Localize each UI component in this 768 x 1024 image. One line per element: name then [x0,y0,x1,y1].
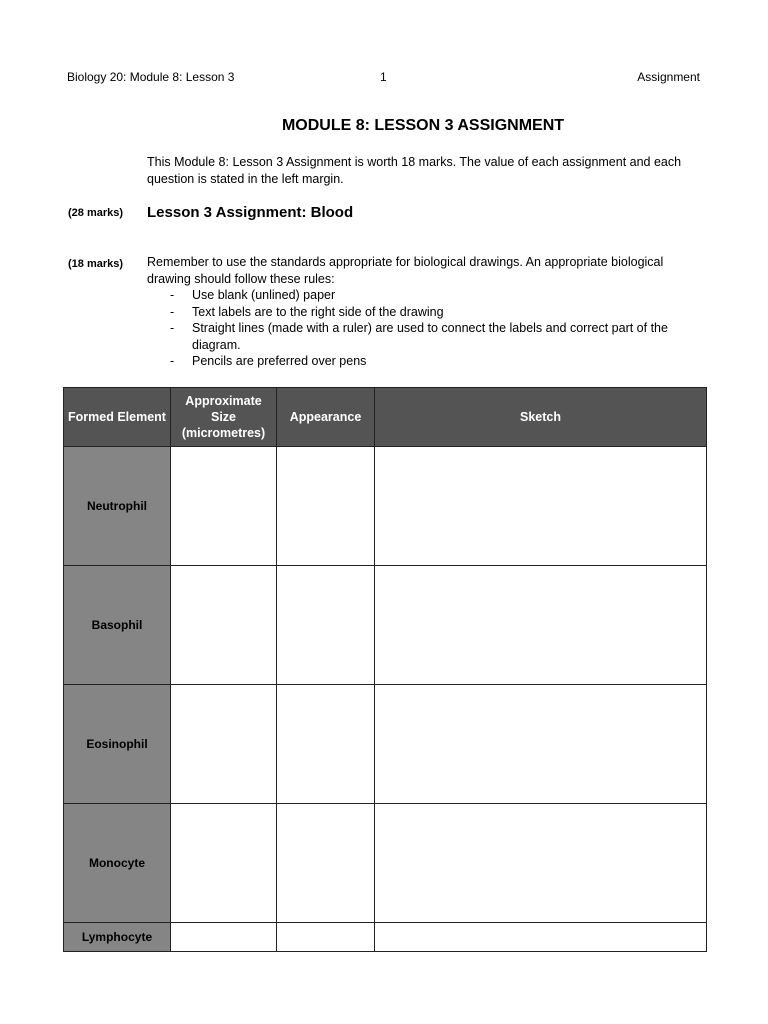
table-header-row [64,388,707,447]
size-cell[interactable] [171,447,277,566]
row-label-basophil: Basophil [64,566,171,685]
appearance-cell[interactable] [277,804,375,923]
question-body [147,254,702,370]
sketch-cell[interactable] [375,804,707,923]
table-row [64,923,707,952]
section-heading: Lesson 3 Assignment: Blood [147,204,354,221]
table-row [64,804,707,923]
intro-paragraph: This Module 8: Lesson 3 Assignment is worth 18 marks. The value of each assignment and each question is stated in the left margin. [147,155,682,186]
question-text: Remember to use the standards appropriate for biological drawings. An appropriate biological drawing should follow these rules: [147,255,664,286]
appearance-cell[interactable] [277,566,375,685]
rules-list [147,287,702,370]
size-cell[interactable] [171,685,277,804]
rule-item [147,304,702,321]
table-row [64,447,707,566]
formed-elements-table [63,387,707,952]
size-cell[interactable] [171,804,277,923]
bullet-dash: - [170,321,175,335]
column-header-size: Approximate Size (micrometres) [171,388,277,447]
appearance-cell[interactable] [277,447,375,566]
column-header-sketch: Sketch [375,388,707,447]
size-cell[interactable] [171,566,277,685]
row-label-monocyte: Monocyte [64,804,171,923]
rule-item [147,287,702,304]
sketch-cell[interactable] [375,923,707,952]
appearance-cell[interactable] [277,685,375,804]
rule-text: Use blank (unlined) paper [192,288,336,302]
sketch-cell[interactable] [375,685,707,804]
rule-text: Text labels are to the right side of the drawing [192,304,444,319]
row-label-neutrophil: Neutrophil [64,447,171,566]
bullet-dash: - [170,354,175,368]
rule-text: Pencils are preferred over pens [192,354,367,368]
question-marks: (18 marks) [68,258,124,270]
appearance-cell[interactable] [277,923,375,952]
row-label-eosinophil: Eosinophil [64,685,171,804]
rule-item [147,320,702,353]
header-page-number: 1 [380,70,387,84]
section-marks: (28 marks) [68,207,124,219]
page-title: MODULE 8: LESSON 3 ASSIGNMENT [281,117,565,134]
row-label-lymphocyte: Lymphocyte [64,923,171,952]
column-header-formed-element: Formed Element [64,388,171,447]
header-type: Assignment [637,70,700,84]
bullet-dash: - [170,304,175,319]
sketch-cell[interactable] [375,566,707,685]
column-header-appearance: Appearance [277,388,375,447]
table-row [64,685,707,804]
size-cell[interactable] [171,923,277,952]
rule-item [147,353,702,370]
table-row [64,566,707,685]
bullet-dash: - [170,288,175,302]
rule-text: Straight lines (made with a ruler) are used to connect the labels and correct part of the diagram. [192,321,668,352]
sketch-cell[interactable] [375,447,707,566]
header-course: Biology 20: Module 8: Lesson 3 [67,70,235,84]
